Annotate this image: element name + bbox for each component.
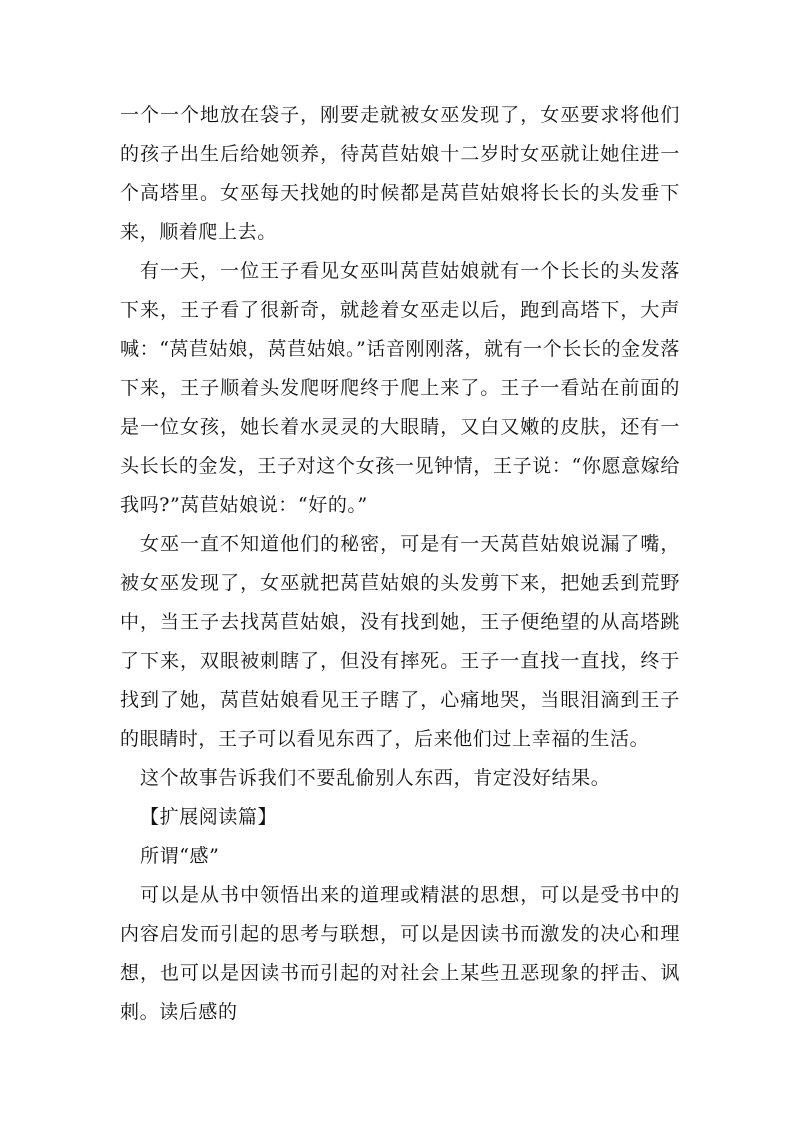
paragraph-reading-notes: 可以是从书中领悟出来的道理或精湛的思想，可以是受书中的内容启发而引起的思考与联想，可以是因读书而激发的决心和理想，也可以是因读书而引起的对社会上某些丑恶现象的抨击、讽刺。读后感的	[120, 884, 680, 1023]
section-heading: 【扩展阅读篇】	[140, 806, 278, 828]
paragraph-story-continuation: 一个一个地放在袋子，刚要走就被女巫发现了，女巫要求将他们的孩子出生后给她领养，待莴苣姑娘十二岁时女巫就让她住进一个高塔里。女巫每天找她的时候都是莴苣姑娘将长长的头发垂下来，顺着爬上去。	[120, 104, 680, 243]
subheading: 所谓“感”	[140, 845, 220, 867]
document-body	[120, 96, 680, 1032]
paragraph-moral: 这个故事告诉我们不要乱偷别人东西，肯定没好结果。	[140, 767, 611, 789]
paragraph-witch-discovers: 女巫一直不知道他们的秘密，可是有一天莴苣姑娘说漏了嘴，被女巫发现了，女巫就把莴苣姑娘的头发剪下来，把她丢到荒野中，当王子去找莴苣姑娘，没有找到她，王子便绝望的从高塔跳了下来，双眼被刺瞎了，但没有摔死。王子一直找一直找，终于找到了她，莴苣姑娘看见王子瞎了，心痛地哭，当眼泪滴到王子的眼睛时，王子可以看见东西了，后来他们过上幸福的生活。	[120, 533, 680, 750]
paragraph-prince-meets-girl: 有一天，一位王子看见女巫叫莴苣姑娘就有一个长长的头发落下来，王子看了很新奇，就趁着女巫走以后，跑到高塔下，大声喊：“莴苣姑娘，莴苣姑娘。”话音刚刚落，就有一个长长的金发落下来，王子顺着头发爬呀爬终于爬上来了。王子一看站在前面的是一位女孩，她长着水灵灵的大眼睛，又白又嫩的皮肤，还有一头长长的金发，王子对这个女孩一见钟情，王子说：“你愿意嫁给我吗?”莴苣姑娘说：“好的。”	[120, 260, 680, 516]
